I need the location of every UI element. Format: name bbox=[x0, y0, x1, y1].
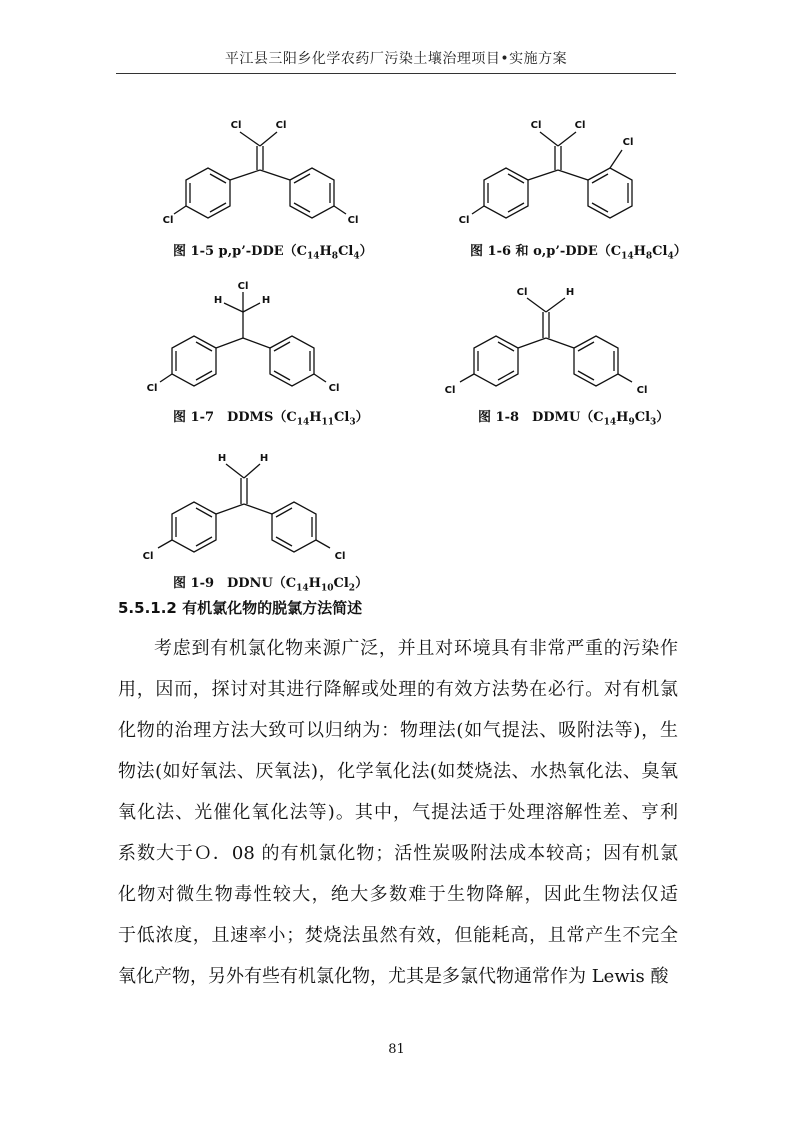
figure-1-5-structure bbox=[160, 108, 390, 238]
paragraph-line: 用，因而，探讨对其进行降解或处理的有效方法势在必行。对有机氯 bbox=[118, 679, 678, 700]
atom-cl: Cl bbox=[275, 120, 287, 131]
atom-cl: Cl bbox=[516, 287, 528, 298]
header-rule bbox=[116, 73, 676, 74]
paragraph-line: 化物的治理方法大致可以归纳为：物理法(如气提法、吸附法等)，生 bbox=[118, 720, 678, 741]
figure-1-9-structure bbox=[130, 448, 370, 570]
atom-cl: Cl bbox=[622, 137, 634, 148]
figure-1-7-caption: 图 1-7 $DDMS(C_{14}H_{11}Cl_3)$ bbox=[173, 410, 369, 428]
figure-1-6-structure bbox=[450, 108, 680, 238]
figure-1-8-caption: 图 1-8 $DDMU(C_{14}H_9Cl_3)$ bbox=[478, 410, 670, 428]
atom-h: H bbox=[217, 453, 227, 464]
atom-h: H bbox=[261, 295, 271, 306]
figure-1-9-caption: 图 1-9 $DDNU(C_{14}H_{10}Cl_2)$ bbox=[173, 576, 369, 594]
page-number: 81 bbox=[388, 1042, 405, 1057]
pp-dde-svg bbox=[160, 108, 390, 238]
ddnu-svg bbox=[130, 448, 370, 570]
atom-h: H bbox=[565, 287, 575, 298]
atom-cl: Cl bbox=[328, 383, 340, 394]
paragraph-line: 考虑到有机氯化物来源广泛，并且对环境具有非常严重的污染作 bbox=[154, 638, 678, 659]
atom-cl: Cl bbox=[530, 120, 542, 131]
atom-h: H bbox=[213, 295, 223, 306]
atom-cl: Cl bbox=[334, 551, 346, 562]
atom-cl: Cl bbox=[162, 215, 174, 226]
body-paragraph bbox=[118, 628, 678, 997]
atom-cl: Cl bbox=[237, 281, 249, 292]
atom-cl: Cl bbox=[458, 215, 470, 226]
figure-1-8-structure bbox=[430, 280, 660, 405]
ddmu-svg bbox=[430, 280, 660, 405]
ddms-svg bbox=[140, 278, 370, 403]
section-heading: 5.5.1.2 有机氯化物的脱氯方法简述 bbox=[118, 599, 363, 617]
figure-1-5-caption: 图 1-5 $p,p’-DDE(C_{14}H_8Cl_4)$ bbox=[173, 244, 373, 262]
atom-cl: Cl bbox=[574, 120, 586, 131]
op-dde-svg bbox=[450, 108, 680, 238]
atom-cl: Cl bbox=[444, 385, 456, 396]
atom-cl: Cl bbox=[142, 551, 154, 562]
figure-1-7-structure bbox=[140, 278, 370, 403]
paragraph-line: 化物对微生物毒性较大，绝大多数难于生物降解，因此生物法仅适 bbox=[118, 884, 678, 905]
atom-cl: Cl bbox=[230, 120, 242, 131]
running-header: 平江县三阳乡化学农药厂污染土壤治理项目•实施方案 bbox=[224, 51, 568, 67]
paragraph-line: 氧化法、光催化氧化法等)。其中，气提法适于处理溶解性差、亨利 bbox=[118, 802, 678, 823]
paragraph-line: 系数大于Ｏ．08 的有机氯化物；活性炭吸附法成本较高；因有机氯 bbox=[118, 843, 678, 864]
atom-h: H bbox=[259, 453, 269, 464]
atom-cl: Cl bbox=[146, 383, 158, 394]
atom-cl: Cl bbox=[636, 385, 648, 396]
paragraph-line: 氧化产物，另外有些有机氯化物，尤其是多氯代物通常作为 Lewis 酸 bbox=[118, 966, 669, 987]
paragraph-line: 物法(如好氧法、厌氧法)，化学氧化法(如焚烧法、水热氧化法、臭氧 bbox=[118, 761, 678, 782]
figure-1-6-caption: 图 1-6 和 $o,p’-DDE(C_{14}H_8Cl_4)$ bbox=[470, 244, 687, 262]
atom-cl: Cl bbox=[347, 215, 359, 226]
paragraph-line: 于低浓度，且速率小；焚烧法虽然有效，但能耗高，且常产生不完全 bbox=[118, 925, 678, 946]
